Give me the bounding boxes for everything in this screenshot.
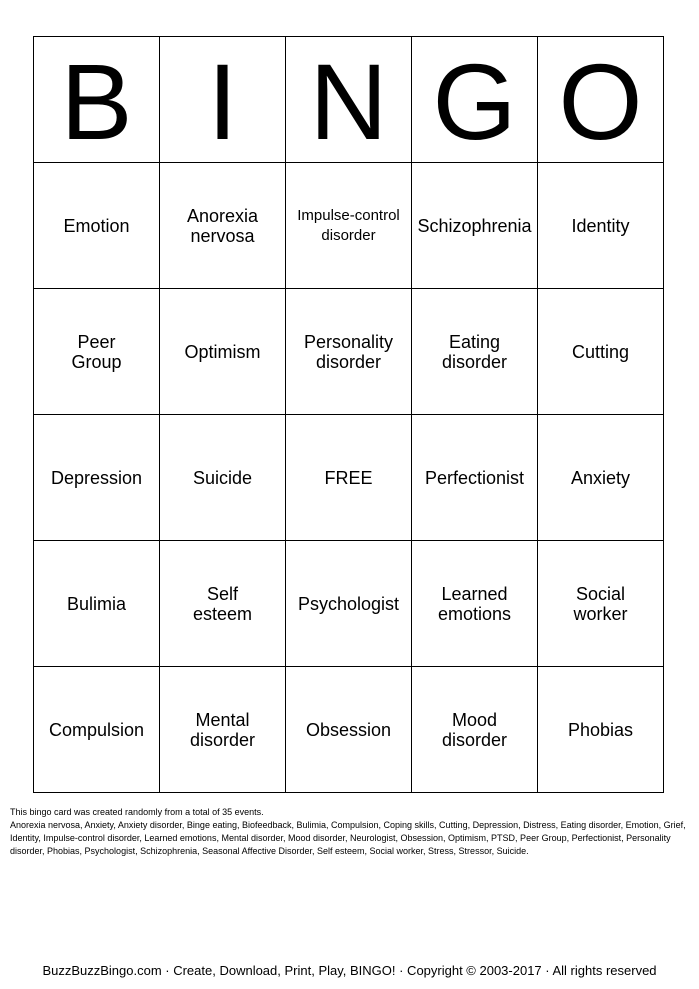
bingo-cell: Peer Group (34, 289, 160, 415)
bingo-row (34, 541, 664, 667)
card-description (10, 806, 690, 858)
bingo-cell: Depression (34, 415, 160, 541)
bingo-cell: Compulsion (34, 667, 160, 793)
bingo-cell: Schizophrenia (412, 163, 538, 289)
bingo-cell: Mental disorder (160, 667, 286, 793)
bingo-cell: Optimism (160, 289, 286, 415)
header-letter-g: G (412, 37, 538, 163)
card-description-intro: This bingo card was created randomly from a total of 35 events. (10, 807, 264, 817)
header-letter-n: N (286, 37, 412, 163)
bingo-cell: Cutting (538, 289, 664, 415)
bingo-cell: Anorexia nervosa (160, 163, 286, 289)
bingo-cell: Phobias (538, 667, 664, 793)
bingo-cell: Impulse-control disorder (286, 163, 412, 289)
header-letter-i: I (160, 37, 286, 163)
bingo-row (34, 415, 664, 541)
footer-copyright: BuzzBuzzBingo.com · Create, Download, Print, Play, BINGO! · Copyright © 2003-2017 · All rights reserved (42, 963, 657, 978)
bingo-cell: Psychologist (286, 541, 412, 667)
bingo-cell: Social worker (538, 541, 664, 667)
bingo-cell: Eating disorder (412, 289, 538, 415)
bingo-card (33, 36, 664, 793)
bingo-cell: Emotion (34, 163, 160, 289)
bingo-cell: Anxiety (538, 415, 664, 541)
bingo-cell: Obsession (286, 667, 412, 793)
bingo-header-row (34, 37, 664, 163)
bingo-cell: Perfectionist (412, 415, 538, 541)
bingo-row (34, 667, 664, 793)
bingo-cell: Mood disorder (412, 667, 538, 793)
bingo-cell: Identity (538, 163, 664, 289)
bingo-row (34, 163, 664, 289)
header-letter-b: B (34, 37, 160, 163)
bingo-cell: Personality disorder (286, 289, 412, 415)
header-letter-o: O (538, 37, 664, 163)
card-event-list: Anorexia nervosa, Anxiety, Anxiety disorder, Binge eating, Biofeedback, Bulimia, Compulsion, Coping skills, Cutting, Depression, Distress, Eating disorder, Emotion, Grief, Identity, Impulse-control disorder, Learned emotions, Mental disorder, Mood disorder, Neurologist, Obsession, Optimism, PTSD, Peer Group, Perfectionist, Personality disorder, Phobias, Psychologist, Schizophrenia, Seasonal Affective Disorder, Self esteem, Social worker, Stress, Stressor, Suicide. (10, 820, 686, 856)
free-space-cell: FREE (286, 415, 412, 541)
bingo-cell: Self esteem (160, 541, 286, 667)
bingo-cell: Learned emotions (412, 541, 538, 667)
bingo-cell: Suicide (160, 415, 286, 541)
bingo-cell: Bulimia (34, 541, 160, 667)
bingo-row (34, 289, 664, 415)
